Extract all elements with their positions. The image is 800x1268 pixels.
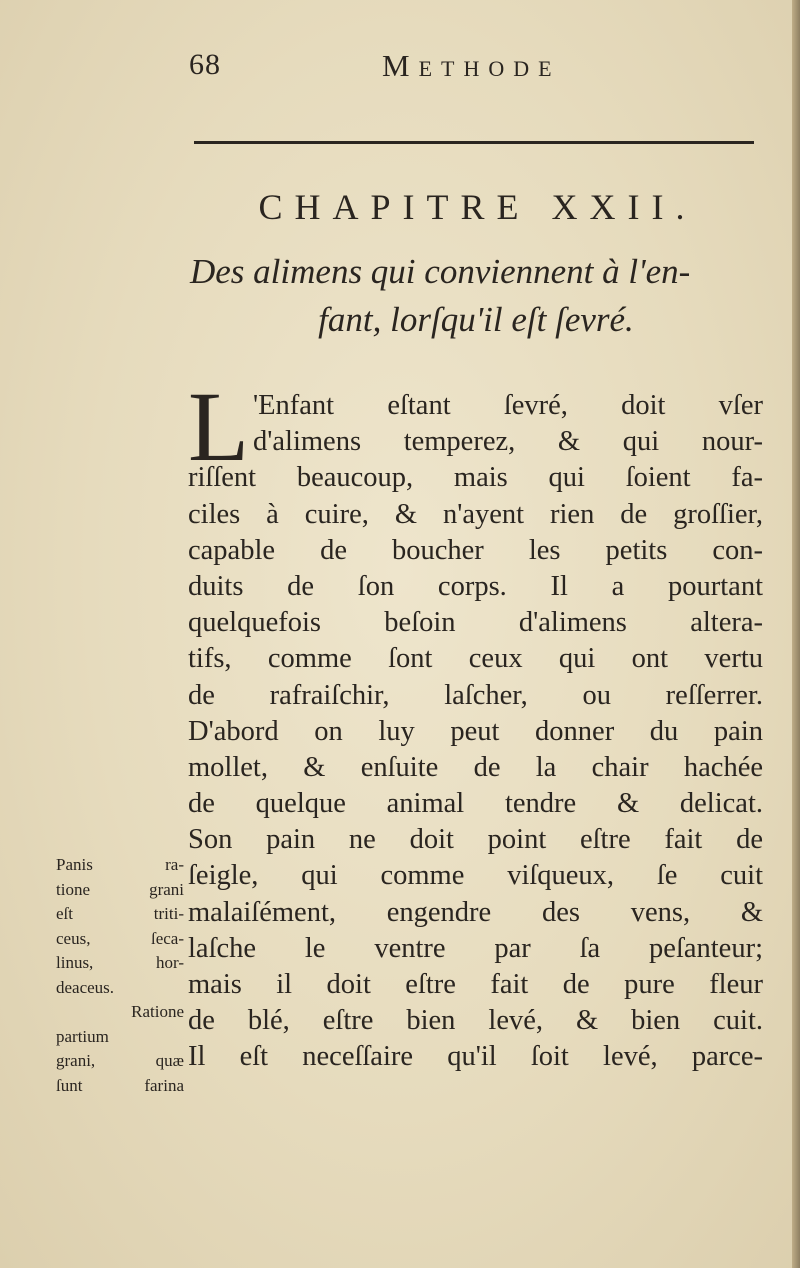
marginal-note xyxy=(56,853,184,1098)
page-edge xyxy=(792,0,800,1268)
marginal-line: partium xyxy=(56,1026,109,1046)
text-line: mollet, & enſuite de la chair hachée xyxy=(188,751,763,783)
text-line: D'abord on luy peut donner du pain xyxy=(188,715,763,747)
marginal-line: ceus, ſeca- xyxy=(56,928,184,948)
marginal-line: Ratione xyxy=(131,1002,184,1021)
text-line: Son pain ne doit point eſtre fait de xyxy=(188,824,763,856)
marginal-line: eſt triti- xyxy=(56,904,184,923)
drop-cap: L xyxy=(188,384,250,470)
text-line: Il eſt neceſſaire qu'il ſoit levé, parce- xyxy=(188,1041,763,1073)
text-line: de quelque animal tendre & delicat. xyxy=(188,788,763,820)
text-line: ciles à cuire, & n'ayent rien de groſſier, xyxy=(188,498,763,530)
marginal-line: ſunt farina xyxy=(56,1075,184,1095)
text-line: capable de boucher les petits con- xyxy=(188,534,763,566)
running-head xyxy=(0,48,800,88)
text-line: quelquefois beſoin d'alimens altera- xyxy=(188,607,763,639)
text-line: riſſent beaucoup, mais qui ſoient fa- xyxy=(188,462,763,494)
text-line: malaiſément, engendre des vens, & xyxy=(188,896,763,928)
chapter-title: CHAPITRE XXII. xyxy=(258,187,697,227)
text-line: tifs, comme ſont ceux qui ont vertu xyxy=(188,643,763,675)
marginal-line: Panis ra- xyxy=(56,855,184,874)
text-line: laſche le ventre par ſa peſanteur; xyxy=(188,932,763,964)
body-text xyxy=(188,388,763,1076)
header-rule xyxy=(194,141,754,144)
text-line: duits de ſon corps. Il a pourtant xyxy=(188,570,763,602)
text-line: mais il doit eſtre fait de pure fleur xyxy=(188,969,763,1000)
subtitle-line: Des alimens qui conviennent à l'en- xyxy=(190,252,691,291)
subtitle-line: fant, lorſqu'il eſt ſevré. xyxy=(318,300,634,339)
marginal-line: deaceus. xyxy=(56,977,115,997)
marginal-line: linus, hor- xyxy=(56,953,184,972)
text-line: ſeigle, qui comme viſqueux, ſe cuit xyxy=(188,860,763,892)
marginal-line: grani, quæ xyxy=(56,1051,184,1070)
text-line: de rafraiſchir, laſcher, ou reſſerrer. xyxy=(188,679,763,711)
text-line: de blé, eſtre bien levé, & bien cuit. xyxy=(188,1005,763,1037)
running-title: Methode xyxy=(382,48,561,83)
chapter-subtitle xyxy=(186,248,766,344)
page-number: 68 xyxy=(189,48,221,81)
marginal-line: tione grani xyxy=(56,879,184,899)
text-line: d'alimens temperez, & qui nour- xyxy=(253,426,763,458)
text-line: 'Enfant eſtant ſevré, doit vſer xyxy=(253,390,763,421)
